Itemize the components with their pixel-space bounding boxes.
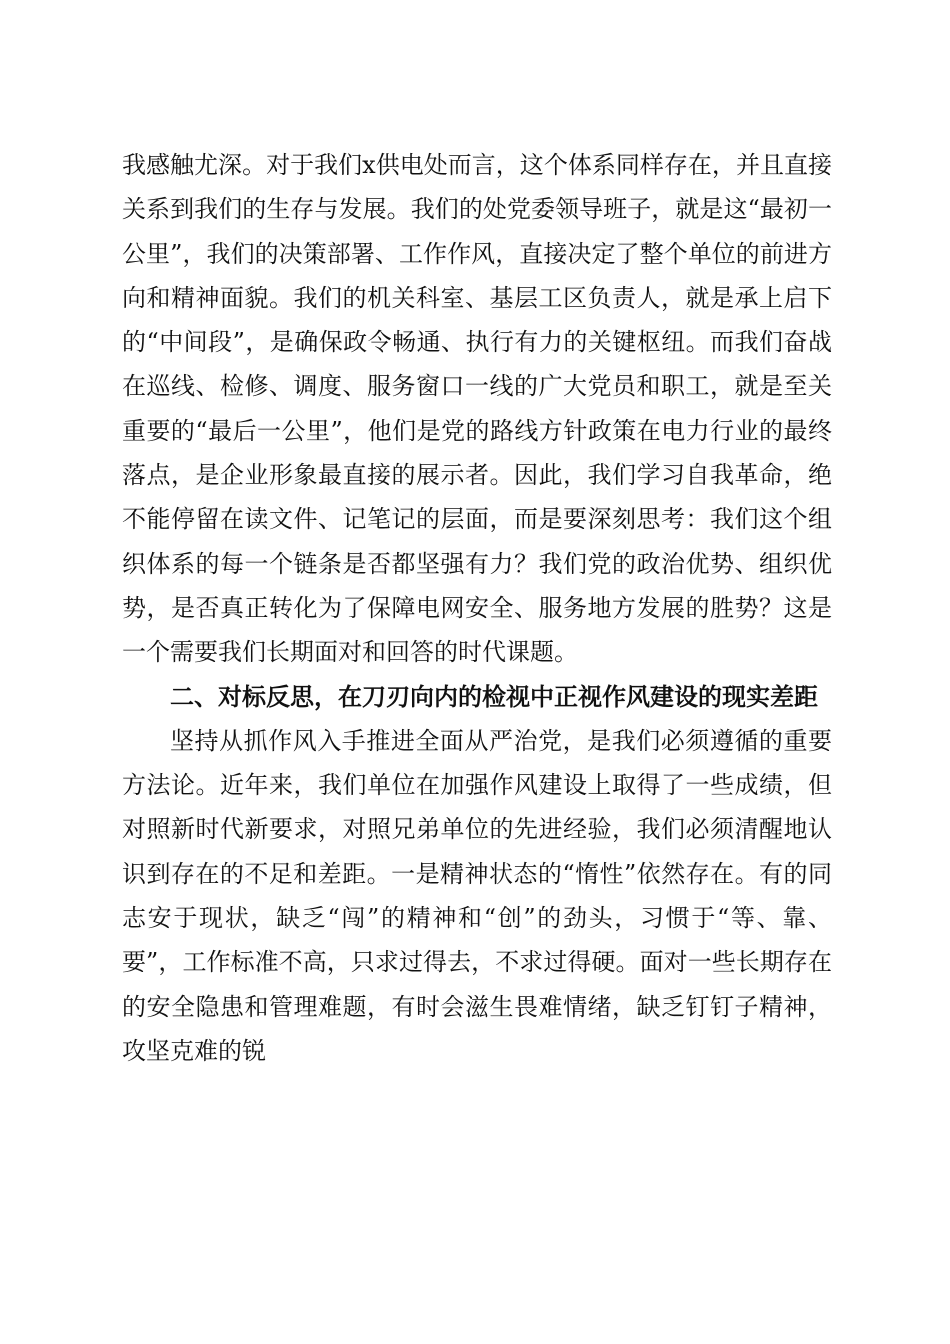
continued-paragraph: 我感触尤深。对于我们x供电处而言，这个体系同样存在，并且直接关系到我们的生存与发展。我们的处党委领导班子，就是这“最初一公里”，我们的决策部署、工作作风，直接决定了整个单位的前进方向和精神面貌。我们的机关科室、基层工区负责人，就是承上启下的“中间段”，是确保政令畅通、执行有力的关键枢纽。而我们奋战在巡线、检修、调度、服务窗口一线的广大党员和职工，就是至关重要的“最后一公里”，他们是党的路线方针政策在电力行业的最终落点，是企业形象最直接的展示者。因此，我们学习自我革命，绝不能停留在读文件、记笔记的层面，而是要深刻思考：我们这个组织体系的每一个链条是否都坚强有力？我们党的政治优势、组织优势，是否真正转化为了保障电网安全、服务地方发展的胜势？这是一个需要我们长期面对和回答的时代课题。 xyxy=(122,151,832,667)
body-paragraph: 坚持从抓作风入手推进全面从严治党，是我们必须遵循的重要方法论。近年来，我们单位在加强作风建设上取得了一些成绩，但对照新时代新要求，对照兄弟单位的先进经验，我们必须清醒地认识到存在的不足和差距。一是精神状态的“惰性”依然存在。有的同志安于现状，缺乏“闯”的精神和“创”的劲头，习惯于“等、靠、要”，工作标准不高，只求过得去，不求过得硬。面对一些长期存在的安全隐患和管理难题，有时会滋生畏难情绪，缺乏钉钉子精神，攻坚克难的锐 xyxy=(122,726,832,1065)
document-body xyxy=(122,143,832,1073)
section-heading: 二、对标反思，在刀刃向内的检视中正视作风建设的现实差距 xyxy=(170,682,818,711)
